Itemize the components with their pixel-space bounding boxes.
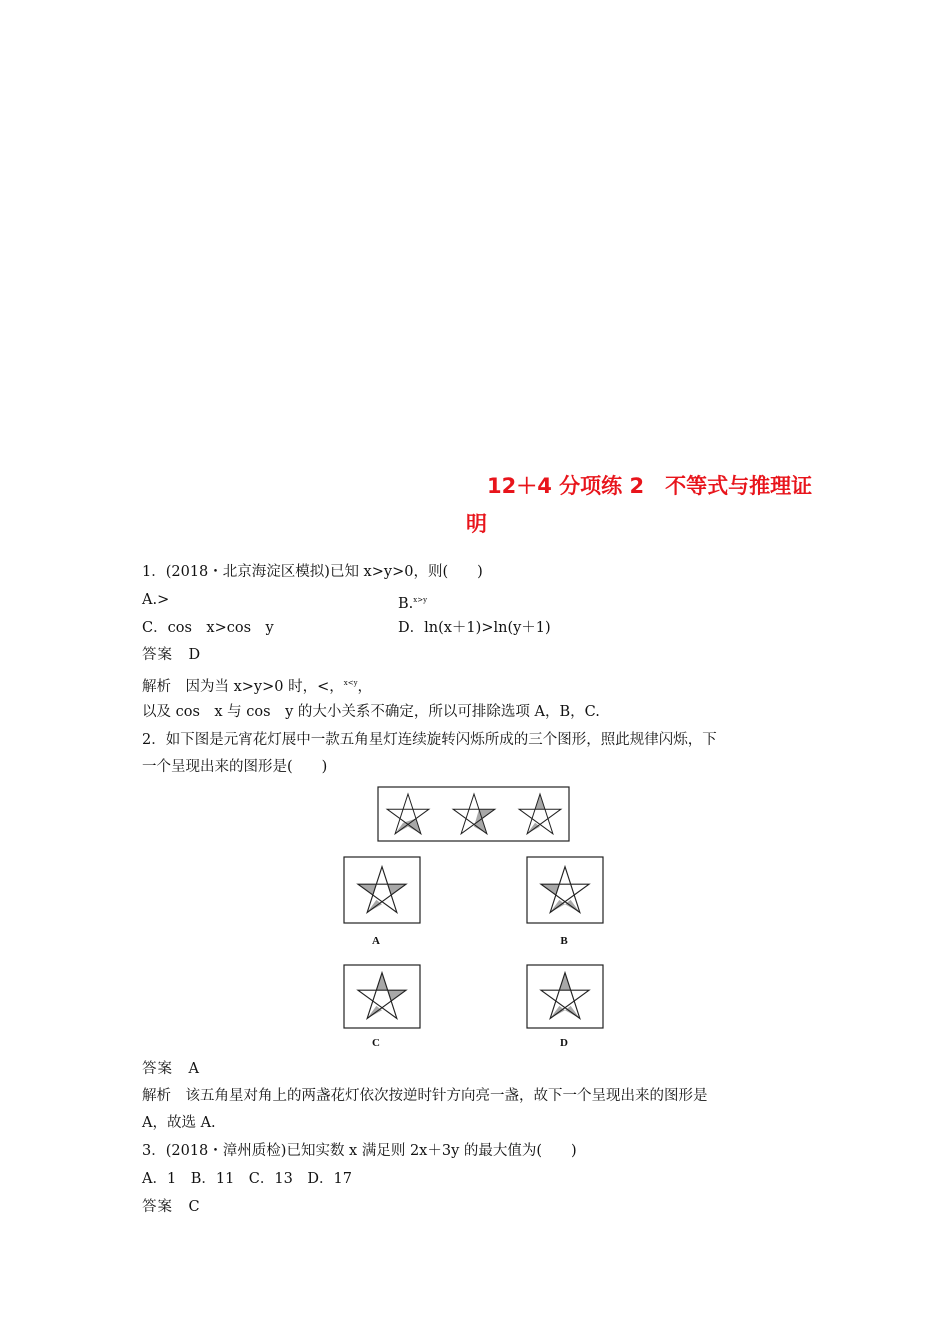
q2-stem-line2: 一个呈现出来的图形是( ): [142, 759, 328, 775]
q2-answer: 答案 A: [142, 1061, 200, 1077]
sequence-star-2: [453, 794, 495, 834]
q1-option-b-sup: x>y: [413, 596, 428, 604]
q3-stem: 3．(2018・漳州质检)已知实数 x 满足则 2x＋3y 的最大值为( ): [142, 1143, 577, 1159]
option-d-star: [541, 973, 589, 1019]
sequence-star-1: [387, 794, 429, 834]
q1-option-d: D．ln(x＋1)>ln(y＋1): [398, 620, 551, 636]
q1-stem: 1．(2018・北京海淀区模拟)已知 x>y>0，则( ): [142, 564, 483, 580]
page-title-line1: 12＋4 分项练 2 不等式与推理证: [487, 474, 813, 498]
option-a-star: [358, 867, 406, 913]
page-title-line2: 明: [466, 512, 487, 536]
q2-stem-line1: 2．如下图是元宵花灯展中一款五角星灯连续旋转闪烁所成的三个图形，照此规律闪烁，下: [142, 732, 717, 748]
q1-answer: 答案 D: [142, 647, 202, 663]
q1-option-c: C．cos x>cos y: [142, 620, 274, 636]
option-a-label: A: [372, 935, 380, 947]
q1-analysis-suffix: ，: [357, 678, 373, 695]
option-c-star: [358, 973, 406, 1019]
option-c-label: C: [372, 1037, 380, 1049]
option-b-label: B: [560, 935, 568, 947]
q1-analysis-prefix: 解析 因为当 x>y>0 时，<，: [142, 678, 344, 695]
q2-analysis-line2: A，故选 A.: [142, 1115, 216, 1131]
sequence-star-3: [519, 794, 561, 834]
q3-answer: 答案 C: [142, 1199, 201, 1215]
q1-analysis-sup: x<y: [343, 679, 358, 687]
option-b-star: [541, 867, 589, 913]
q1-option-b-prefix: B.: [398, 595, 414, 612]
option-d-label: D: [560, 1037, 568, 1049]
q2-analysis-line1: 解析 该五角星对角上的两盏花灯依次按逆时针方向亮一盏，故下一个呈现出来的图形是: [142, 1088, 708, 1104]
q3-options: A．1 B．11 C．13 D．17: [142, 1171, 352, 1187]
q1-option-a: A.>: [142, 592, 170, 608]
q1-analysis-line2: 以及 cos x 与 cos y 的大小关系不确定，所以可排除选项 A，B，C.: [142, 704, 600, 720]
